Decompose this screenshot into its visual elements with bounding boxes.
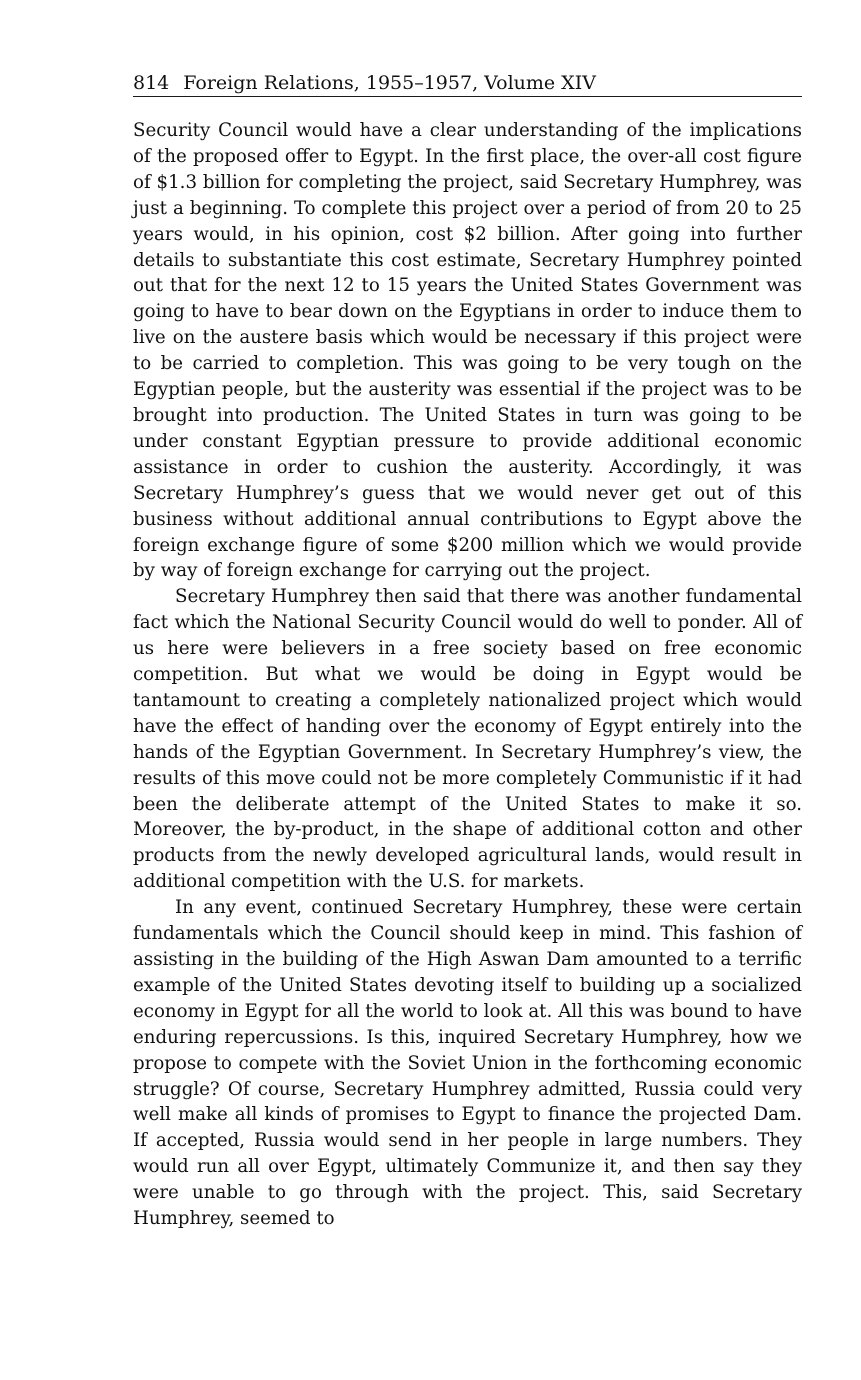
paragraph: Security Council would have a clear understanding of the implications of the proposed offer to Egypt. In the first place, the over-all cost figure of $1.3 billion for completing the project, said Secretary Humphrey, was just a beginning. To complete this project over a period of from 20 to 25 years would, in his opinion, cost $2 billion. After going into further details to substantiate this cost estimate, Secretary Humphrey pointed out that for the next 12 to 15 years the United States Government was going to have to bear down on the Egyptians in order to induce them to live on the austere basis which would be necessary if this project were to be carried to completion. This was going to be very tough on the Egyptian people, but the austerity was essential if the project was to be brought into production. The United States in turn was going to be under constant Egyptian pressure to provide additional economic assistance in order to cushion the austerity. Accordingly, it was Secretary Humphrey’s guess that we would never get out of this business without additional annual contributions to Egypt above the foreign exchange figure of some $200 million which we would provide by way of foreign exchange for carrying out the project.: [133, 120, 802, 582]
page-number: 814: [133, 72, 170, 94]
running-title: Foreign Relations, 1955–1957, Volume XIV: [183, 72, 596, 94]
running-header: [133, 70, 802, 97]
paragraph: Secretary Humphrey then said that there was another fundamental fact which the National Security Council would do well to ponder. All of us here were believers in a free society based on free economic competition. But what we would be doing in Egypt would be tantamount to creating a completely nationalized project which would have the effect of handing over the economy of Egypt entirely into the hands of the Egyptian Government. In Secretary Humphrey’s view, the results of this move could not be more completely Communistic if it had been the deliberate attempt of the United States to make it so. Moreover, the by-product, in the shape of additional cotton and other products from the newly developed agricultural lands, would result in additional competition with the U.S. for markets.: [133, 586, 802, 893]
paragraph: In any event, continued Secretary Humphrey, these were certain fundamentals which the Council should keep in mind. This fashion of assisting in the building of the High Aswan Dam amounted to a terrific example of the United States devoting itself to building up a socialized economy in Egypt for all the world to look at. All this was bound to have enduring repercussions. Is this, inquired Secretary Humphrey, how we propose to compete with the Soviet Union in the forthcoming economic struggle? Of course, Secretary Humphrey admitted, Russia could very well make all kinds of promises to Egypt to finance the projected Dam. If accepted, Russia would send in her people in large numbers. They would run all over Egypt, ultimately Communize it, and then say they were unable to go through with the project. This, said Secretary Humphrey, seemed to: [133, 897, 802, 1230]
body-text: [133, 118, 802, 1232]
